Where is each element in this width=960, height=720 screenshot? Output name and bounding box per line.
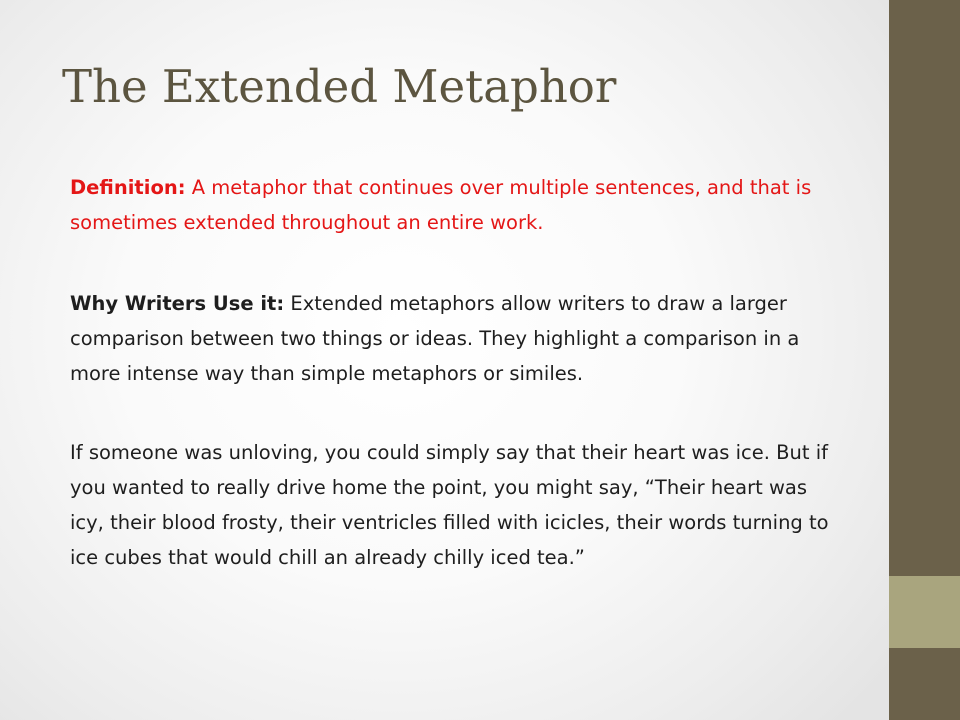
- example-paragraph: [70, 435, 830, 575]
- why-writers-paragraph: [70, 286, 830, 391]
- definition-paragraph: [70, 170, 830, 240]
- why-writers-label: Why Writers Use it:: [70, 292, 285, 315]
- sidebar-bar-bottom: [889, 648, 960, 720]
- example-text: If someone was unloving, you could simply say that their heart was ice. But if you wanted to really drive home the point, you might say, “Their heart was icy, their blood frosty, their ventricles filled with icicles, their words turning to ice cubes that would chill an already chilly iced tea.”: [70, 441, 829, 569]
- why-writers-text: Extended metaphors allow writers to draw a larger comparison between two things or ideas. They highlight a comparison in a more intense way than simple metaphors or similes.: [70, 292, 800, 385]
- slide-title: The Extended Metaphor: [62, 60, 617, 113]
- definition-label: Definition:: [70, 176, 186, 199]
- slide-body: [70, 170, 830, 619]
- sidebar-bar-top: [889, 0, 960, 576]
- definition-text: A metaphor that continues over multiple sentences, and that is sometimes extended throughout an entire work.: [70, 176, 812, 234]
- sidebar-bar-accent: [889, 576, 960, 648]
